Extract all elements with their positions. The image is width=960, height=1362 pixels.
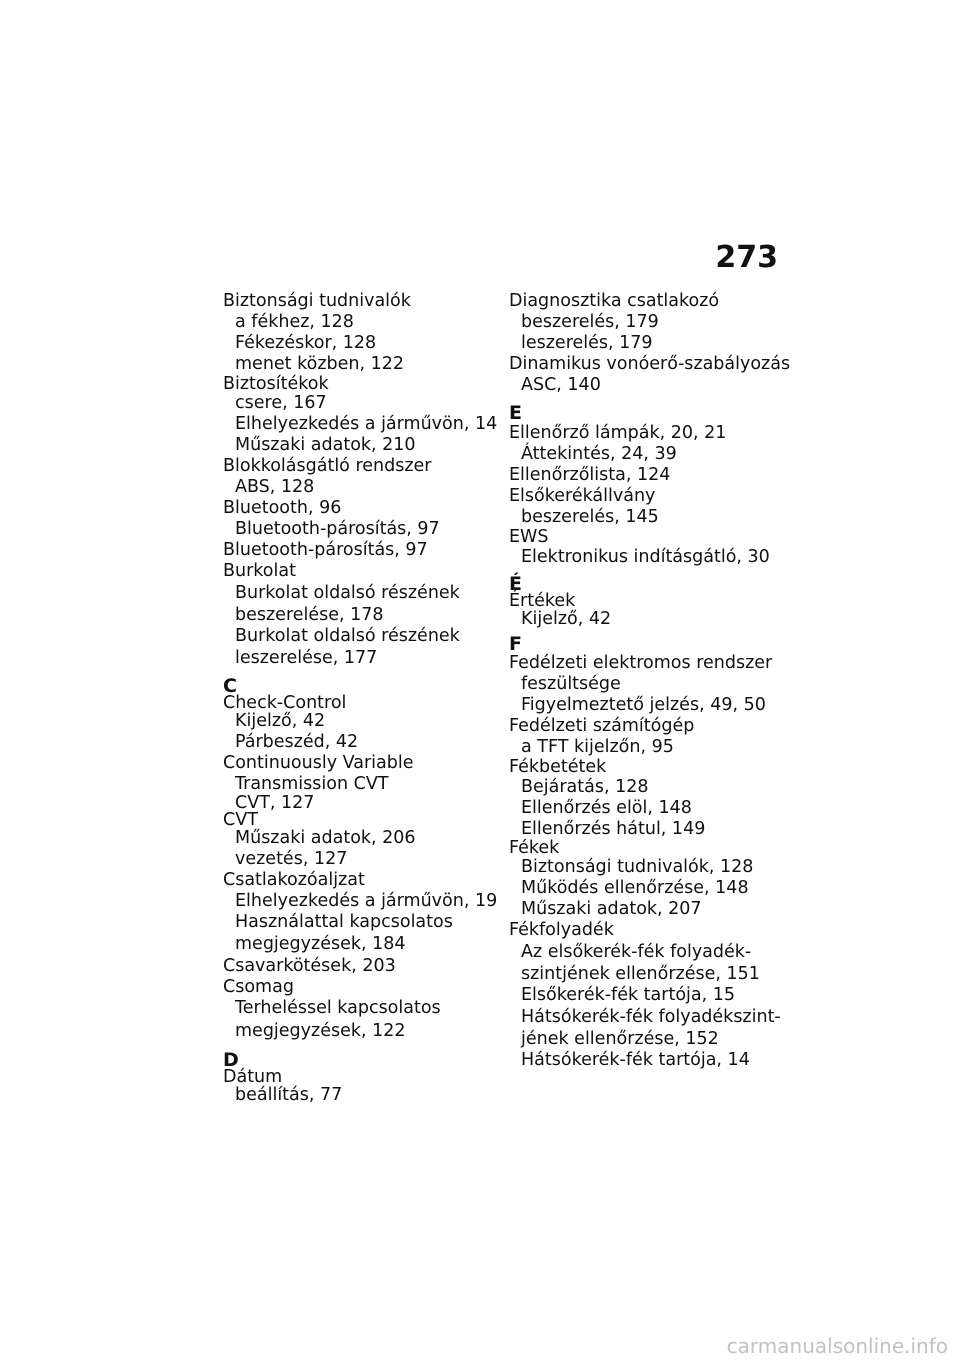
index-subentry: menet közben, 122 — [235, 354, 404, 374]
index-subentry: Burkolat oldalsó részének — [235, 626, 460, 646]
index-entry: Értékek — [509, 591, 576, 611]
index-subentry: Elhelyezkedés a járművön, 19 — [235, 891, 498, 911]
index-entry: Ellenőrzőlista, 124 — [509, 465, 671, 485]
index-subentry: a fékhez, 128 — [235, 312, 354, 332]
index-entry: Check-Control — [223, 693, 347, 713]
index-entry: Diagnosztika csatlakozó — [509, 291, 720, 311]
index-entry: Blokkolásgátló rendszer — [223, 456, 432, 476]
index-subentry: megjegyzések, 122 — [235, 1021, 406, 1041]
index-subentry: Ellenőrzés hátul, 149 — [521, 819, 706, 839]
index-subentry: leszerelése, 177 — [235, 648, 378, 668]
index-entry: Ellenőrző lámpák, 20, 21 — [509, 423, 727, 443]
index-subentry: feszültsége — [521, 674, 621, 694]
index-entry: Fékbetétek — [509, 757, 607, 777]
index-subentry: Műszaki adatok, 206 — [235, 828, 416, 848]
index-entry: Csomag — [223, 977, 294, 997]
index-entry: Csavarkötések, 203 — [223, 956, 396, 976]
index-subentry: Elhelyezkedés a járművön, 14 — [235, 414, 498, 434]
index-subentry: Bejáratás, 128 — [521, 777, 649, 797]
index-subentry: beszerelése, 178 — [235, 605, 384, 625]
index-entry: EWS — [509, 527, 549, 547]
index-entry: Burkolat — [223, 561, 296, 581]
index-entry: Fedélzeti elektromos rendszer — [509, 653, 773, 673]
index-subentry: Az elsőkerék-fék folyadék- — [521, 942, 752, 962]
index-subentry: megjegyzések, 184 — [235, 934, 406, 954]
index-letter-heading: C — [223, 675, 237, 697]
index-subentry: Figyelmeztető jelzés, 49, 50 — [521, 695, 766, 715]
index-subentry: a TFT kijelzőn, 95 — [521, 737, 674, 757]
index-subentry: Hátsókerék-fék folyadékszint- — [521, 1007, 781, 1027]
index-letter-heading: É — [509, 573, 522, 595]
watermark-text: carmanualsonline.info — [726, 1334, 948, 1358]
index-subentry: Párbeszéd, 42 — [235, 732, 359, 752]
index-subentry: ASC, 140 — [521, 375, 601, 395]
index-subentry: Kijelző, 42 — [235, 711, 326, 731]
index-entry: Continuously Variable — [223, 753, 414, 773]
index-subentry: csere, 167 — [235, 393, 327, 413]
index-subentry: Terheléssel kapcsolatos — [235, 998, 441, 1018]
index-subentry: jének ellenőrzése, 152 — [521, 1029, 719, 1049]
index-subentry: ABS, 128 — [235, 477, 315, 497]
index-entry: Bluetooth-párosítás, 97 — [223, 540, 428, 560]
index-subentry: Biztonsági tudnivalók, 128 — [521, 857, 754, 877]
index-entry: Elsőkerékállvány — [509, 486, 656, 506]
index-entry: Fedélzeti számítógép — [509, 716, 695, 736]
index-letter-heading: D — [223, 1049, 239, 1071]
index-subentry: CVT, 127 — [235, 793, 315, 813]
index-subentry: Bluetooth-párosítás, 97 — [235, 519, 440, 539]
index-entry: Fékek — [509, 838, 560, 858]
index-entry: Bluetooth, 96 — [223, 498, 342, 518]
index-entry: Dátum — [223, 1067, 283, 1087]
index-subentry: Áttekintés, 24, 39 — [521, 444, 677, 464]
index-entry: Csatlakozóaljzat — [223, 870, 365, 890]
index-subentry: Hátsókerék-fék tartója, 14 — [521, 1050, 750, 1070]
index-subentry: Kijelző, 42 — [521, 609, 612, 629]
index-subentry: Elsőkerék-fék tartója, 15 — [521, 985, 735, 1005]
index-subentry: szintjének ellenőrzése, 151 — [521, 964, 760, 984]
index-subentry: Működés ellenőrzése, 148 — [521, 878, 749, 898]
index-column-left — [223, 291, 498, 1104]
index-entry: Dinamikus vonóerő-szabályozás — [509, 354, 791, 374]
index-subentry: leszerelés, 179 — [521, 333, 653, 353]
index-subentry: beállítás, 77 — [235, 1085, 343, 1105]
index-subentry: beszerelés, 179 — [521, 312, 659, 332]
index-letter-heading: E — [509, 402, 522, 424]
index-subentry: Műszaki adatok, 207 — [521, 899, 702, 919]
index-subentry: beszerelés, 145 — [521, 507, 659, 527]
index-subentry: Elektronikus indításgátló, 30 — [521, 547, 770, 567]
index-subentry: Burkolat oldalsó részének — [235, 583, 460, 603]
index-subentry: Ellenőrzés elöl, 148 — [521, 798, 692, 818]
index-subentry: Műszaki adatok, 210 — [235, 435, 416, 455]
index-subentry: Használattal kapcsolatos — [235, 912, 453, 932]
index-subentry: Fékezéskor, 128 — [235, 333, 377, 353]
index-entry: Biztosítékok — [223, 374, 329, 394]
index-entry: Biztonsági tudnivalók — [223, 291, 411, 311]
index-subentry: Transmission CVT — [235, 774, 389, 794]
page-number: 273 — [715, 240, 778, 275]
index-entry: CVT — [223, 810, 258, 830]
index-letter-heading: F — [509, 633, 522, 655]
index-subentry: vezetés, 127 — [235, 849, 348, 869]
index-entry: Fékfolyadék — [509, 920, 614, 940]
index-column-right — [509, 291, 789, 1071]
